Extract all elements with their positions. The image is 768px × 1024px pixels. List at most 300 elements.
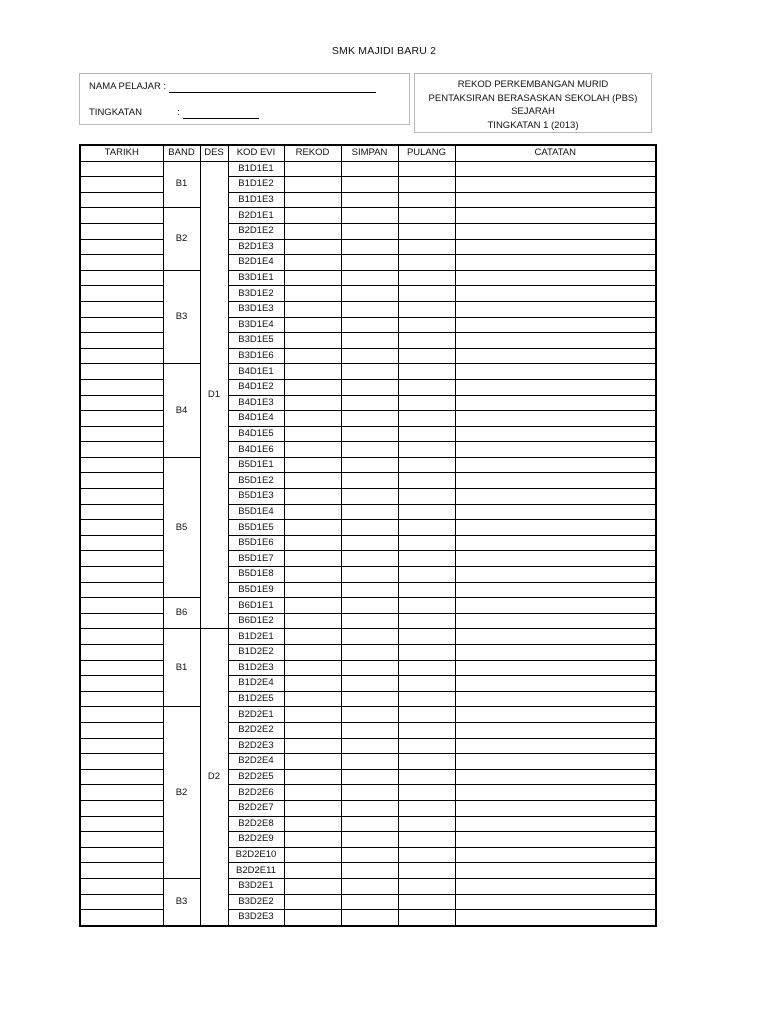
rekod-cell[interactable]	[284, 317, 341, 333]
rekod-cell[interactable]	[284, 239, 341, 255]
tarikh-cell[interactable]	[80, 629, 163, 645]
rekod-cell[interactable]	[284, 738, 341, 754]
tarikh-cell[interactable]	[80, 598, 163, 614]
pulang-cell[interactable]	[398, 333, 455, 349]
rekod-cell[interactable]	[284, 192, 341, 208]
table-row	[80, 629, 656, 645]
rekod-cell[interactable]	[284, 613, 341, 629]
catatan-cell[interactable]	[455, 707, 656, 723]
simpan-cell[interactable]	[341, 847, 398, 863]
catatan-cell[interactable]	[455, 442, 656, 458]
tarikh-cell[interactable]	[80, 551, 163, 567]
rekod-cell[interactable]	[284, 457, 341, 473]
catatan-cell[interactable]	[455, 660, 656, 676]
catatan-cell[interactable]	[455, 551, 656, 567]
tarikh-cell[interactable]	[80, 800, 163, 816]
pulang-cell[interactable]	[398, 442, 455, 458]
pulang-cell[interactable]	[398, 816, 455, 832]
catatan-cell[interactable]	[455, 832, 656, 848]
pulang-cell[interactable]	[398, 707, 455, 723]
pulang-cell[interactable]	[398, 411, 455, 427]
simpan-cell[interactable]	[341, 754, 398, 770]
simpan-cell[interactable]	[341, 676, 398, 692]
evidence-code-cell: B5D1E3	[228, 489, 284, 505]
evidence-code-cell: B3D1E2	[228, 286, 284, 302]
simpan-cell[interactable]	[341, 473, 398, 489]
tarikh-cell[interactable]	[80, 333, 163, 349]
catatan-cell[interactable]	[455, 878, 656, 894]
catatan-cell[interactable]	[455, 645, 656, 661]
rekod-cell[interactable]	[284, 395, 341, 411]
evidence-code-cell: B3D1E4	[228, 317, 284, 333]
tarikh-cell[interactable]	[80, 863, 163, 879]
rekod-cell[interactable]	[284, 489, 341, 505]
catatan-cell[interactable]	[455, 379, 656, 395]
tarikh-cell[interactable]	[80, 192, 163, 208]
tarikh-cell[interactable]	[80, 270, 163, 286]
catatan-cell[interactable]	[455, 800, 656, 816]
rekod-cell[interactable]	[284, 676, 341, 692]
pulang-cell[interactable]	[398, 832, 455, 848]
pulang-cell[interactable]	[398, 317, 455, 333]
simpan-cell[interactable]	[341, 645, 398, 661]
tarikh-cell[interactable]	[80, 317, 163, 333]
tarikh-cell[interactable]	[80, 910, 163, 926]
rekod-cell[interactable]	[284, 442, 341, 458]
pulang-cell[interactable]	[398, 535, 455, 551]
rekod-cell[interactable]	[284, 535, 341, 551]
catatan-cell[interactable]	[455, 177, 656, 193]
tarikh-cell[interactable]	[80, 177, 163, 193]
pulang-cell[interactable]	[398, 395, 455, 411]
pulang-cell[interactable]	[398, 255, 455, 271]
pulang-cell[interactable]	[398, 660, 455, 676]
pulang-cell[interactable]	[398, 878, 455, 894]
simpan-cell[interactable]	[341, 832, 398, 848]
rekod-cell[interactable]	[284, 707, 341, 723]
pulang-cell[interactable]	[398, 613, 455, 629]
evidence-code-cell: B5D1E6	[228, 535, 284, 551]
evidence-code-cell: B1D2E5	[228, 691, 284, 707]
rekod-cell[interactable]	[284, 847, 341, 863]
tarikh-cell[interactable]	[80, 161, 163, 177]
catatan-cell[interactable]	[455, 286, 656, 302]
col-header-simpan: SIMPAN	[341, 145, 398, 161]
tarikh-cell[interactable]	[80, 707, 163, 723]
rekod-cell[interactable]	[284, 286, 341, 302]
pulang-cell[interactable]	[398, 738, 455, 754]
tarikh-cell[interactable]	[80, 878, 163, 894]
rekod-cell[interactable]	[284, 270, 341, 286]
evidence-code-cell: B3D1E1	[228, 270, 284, 286]
col-header-pulang: PULANG	[398, 145, 455, 161]
catatan-cell[interactable]	[455, 738, 656, 754]
pulang-cell[interactable]	[398, 239, 455, 255]
simpan-cell[interactable]	[341, 707, 398, 723]
catatan-cell[interactable]	[455, 910, 656, 926]
tarikh-cell[interactable]	[80, 379, 163, 395]
evidence-code-cell: B1D2E1	[228, 629, 284, 645]
simpan-cell[interactable]	[341, 567, 398, 583]
pulang-cell[interactable]	[398, 270, 455, 286]
pulang-cell[interactable]	[398, 800, 455, 816]
simpan-cell[interactable]	[341, 379, 398, 395]
evidence-code-cell: B4D1E6	[228, 442, 284, 458]
rekod-cell[interactable]	[284, 629, 341, 645]
band-cell: B2	[163, 707, 200, 879]
catatan-cell[interactable]	[455, 161, 656, 177]
catatan-cell[interactable]	[455, 223, 656, 239]
pulang-cell[interactable]	[398, 457, 455, 473]
rekod-cell[interactable]	[284, 379, 341, 395]
rekod-cell[interactable]	[284, 301, 341, 317]
catatan-cell[interactable]	[455, 426, 656, 442]
band-cell: B4	[163, 364, 200, 458]
catatan-cell[interactable]	[455, 317, 656, 333]
rekod-cell[interactable]	[284, 722, 341, 738]
simpan-cell[interactable]	[341, 582, 398, 598]
pulang-cell[interactable]	[398, 161, 455, 177]
pulang-cell[interactable]	[398, 847, 455, 863]
tarikh-cell[interactable]	[80, 660, 163, 676]
tarikh-cell[interactable]	[80, 582, 163, 598]
rekod-cell[interactable]	[284, 832, 341, 848]
rekod-cell[interactable]	[284, 645, 341, 661]
rekod-cell[interactable]	[284, 582, 341, 598]
rekod-cell[interactable]	[284, 504, 341, 520]
tarikh-cell[interactable]	[80, 286, 163, 302]
table-row	[80, 364, 656, 380]
simpan-cell[interactable]	[341, 364, 398, 380]
pulang-cell[interactable]	[398, 785, 455, 801]
tarikh-cell[interactable]	[80, 613, 163, 629]
band-cell: B3	[163, 270, 200, 364]
pulang-cell[interactable]	[398, 567, 455, 583]
pulang-cell[interactable]	[398, 504, 455, 520]
tarikh-cell[interactable]	[80, 411, 163, 427]
simpan-cell[interactable]	[341, 722, 398, 738]
col-header-band: BAND	[163, 145, 200, 161]
evidence-code-cell: B2D2E3	[228, 738, 284, 754]
evidence-code-cell: B1D2E4	[228, 676, 284, 692]
catatan-cell[interactable]	[455, 613, 656, 629]
tarikh-cell[interactable]	[80, 722, 163, 738]
tarikh-cell[interactable]	[80, 489, 163, 505]
rekod-cell[interactable]	[284, 598, 341, 614]
table-row	[80, 707, 656, 723]
evidence-code-cell: B2D2E6	[228, 785, 284, 801]
simpan-cell[interactable]	[341, 348, 398, 364]
catatan-cell[interactable]	[455, 208, 656, 224]
pulang-cell[interactable]	[398, 473, 455, 489]
simpan-cell[interactable]	[341, 426, 398, 442]
evidence-code-cell: B2D2E10	[228, 847, 284, 863]
rekod-cell[interactable]	[284, 816, 341, 832]
pulang-cell[interactable]	[398, 286, 455, 302]
simpan-cell[interactable]	[341, 535, 398, 551]
tarikh-cell[interactable]	[80, 567, 163, 583]
rekod-cell[interactable]	[284, 520, 341, 536]
pulang-cell[interactable]	[398, 192, 455, 208]
tarikh-cell[interactable]	[80, 426, 163, 442]
col-header-tarikh: TARIKH	[80, 145, 163, 161]
evidence-code-cell: B4D1E4	[228, 411, 284, 427]
simpan-cell[interactable]	[341, 785, 398, 801]
tarikh-cell[interactable]	[80, 395, 163, 411]
evidence-code-cell: B3D1E6	[228, 348, 284, 364]
pulang-cell[interactable]	[398, 379, 455, 395]
evidence-code-cell: B2D2E4	[228, 754, 284, 770]
simpan-cell[interactable]	[341, 504, 398, 520]
catatan-cell[interactable]	[455, 847, 656, 863]
tarikh-cell[interactable]	[80, 348, 163, 364]
col-header-rekod: REKOD	[284, 145, 341, 161]
rekod-cell[interactable]	[284, 660, 341, 676]
simpan-cell[interactable]	[341, 691, 398, 707]
pulang-cell[interactable]	[398, 598, 455, 614]
simpan-cell[interactable]	[341, 411, 398, 427]
evidence-code-cell: B2D1E3	[228, 239, 284, 255]
evidence-code-cell: B1D1E2	[228, 177, 284, 193]
pulang-cell[interactable]	[398, 894, 455, 910]
tarikh-cell[interactable]	[80, 239, 163, 255]
band-cell: B6	[163, 598, 200, 629]
tarikh-cell[interactable]	[80, 785, 163, 801]
record-title-line: TINGKATAN 1 (2013)	[487, 119, 579, 131]
catatan-cell[interactable]	[455, 192, 656, 208]
pulang-cell[interactable]	[398, 364, 455, 380]
simpan-cell[interactable]	[341, 317, 398, 333]
catatan-cell[interactable]	[455, 691, 656, 707]
tarikh-cell[interactable]	[80, 208, 163, 224]
tarikh-cell[interactable]	[80, 769, 163, 785]
pulang-cell[interactable]	[398, 223, 455, 239]
simpan-cell[interactable]	[341, 223, 398, 239]
evidence-code-cell: B5D1E8	[228, 567, 284, 583]
simpan-cell[interactable]	[341, 878, 398, 894]
tarikh-cell[interactable]	[80, 676, 163, 692]
catatan-cell[interactable]	[455, 301, 656, 317]
simpan-cell[interactable]	[341, 333, 398, 349]
table-row	[80, 878, 656, 894]
band-cell: B5	[163, 457, 200, 597]
pulang-cell[interactable]	[398, 177, 455, 193]
catatan-cell[interactable]	[455, 598, 656, 614]
school-title: SMK MAJIDI BARU 2	[331, 45, 437, 57]
rekod-cell[interactable]	[284, 161, 341, 177]
tarikh-cell[interactable]	[80, 520, 163, 536]
evidence-code-cell: B2D2E1	[228, 707, 284, 723]
simpan-cell[interactable]	[341, 192, 398, 208]
simpan-cell[interactable]	[341, 894, 398, 910]
tarikh-cell[interactable]	[80, 832, 163, 848]
tarikh-cell[interactable]	[80, 223, 163, 239]
rekod-cell[interactable]	[284, 878, 341, 894]
pulang-cell[interactable]	[398, 489, 455, 505]
catatan-cell[interactable]	[455, 395, 656, 411]
pulang-cell[interactable]	[398, 208, 455, 224]
catatan-cell[interactable]	[455, 473, 656, 489]
record-title-line: SEJARAH	[511, 106, 555, 118]
pulang-cell[interactable]	[398, 582, 455, 598]
tarikh-cell[interactable]	[80, 738, 163, 754]
rekod-cell[interactable]	[284, 894, 341, 910]
student-info-box	[79, 73, 410, 125]
rekod-cell[interactable]	[284, 473, 341, 489]
catatan-cell[interactable]	[455, 239, 656, 255]
simpan-cell[interactable]	[341, 239, 398, 255]
form-level-field[interactable]	[183, 107, 259, 119]
tarikh-cell[interactable]	[80, 255, 163, 271]
catatan-cell[interactable]	[455, 411, 656, 427]
tarikh-cell[interactable]	[80, 691, 163, 707]
simpan-cell[interactable]	[341, 177, 398, 193]
tarikh-cell[interactable]	[80, 894, 163, 910]
evidence-code-cell: B5D1E7	[228, 551, 284, 567]
catatan-cell[interactable]	[455, 567, 656, 583]
catatan-cell[interactable]	[455, 785, 656, 801]
form-level-colon: :	[177, 107, 180, 118]
rekod-cell[interactable]	[284, 364, 341, 380]
rekod-cell[interactable]	[284, 863, 341, 879]
catatan-cell[interactable]	[455, 754, 656, 770]
tarikh-cell[interactable]	[80, 301, 163, 317]
rekod-cell[interactable]	[284, 426, 341, 442]
simpan-cell[interactable]	[341, 769, 398, 785]
simpan-cell[interactable]	[341, 910, 398, 926]
pulang-cell[interactable]	[398, 676, 455, 692]
simpan-cell[interactable]	[341, 301, 398, 317]
tarikh-cell[interactable]	[80, 457, 163, 473]
simpan-cell[interactable]	[341, 395, 398, 411]
pulang-cell[interactable]	[398, 910, 455, 926]
rekod-cell[interactable]	[284, 754, 341, 770]
simpan-cell[interactable]	[341, 738, 398, 754]
pulang-cell[interactable]	[398, 426, 455, 442]
evidence-code-cell: B2D2E11	[228, 863, 284, 879]
catatan-cell[interactable]	[455, 863, 656, 879]
evidence-code-cell: B5D1E9	[228, 582, 284, 598]
evidence-code-cell: B3D2E3	[228, 910, 284, 926]
simpan-cell[interactable]	[341, 551, 398, 567]
catatan-cell[interactable]	[455, 255, 656, 271]
rekod-cell[interactable]	[284, 567, 341, 583]
catatan-cell[interactable]	[455, 270, 656, 286]
student-name-field[interactable]	[169, 81, 376, 93]
catatan-cell[interactable]	[455, 722, 656, 738]
pulang-cell[interactable]	[398, 629, 455, 645]
evidence-code-cell: B4D1E3	[228, 395, 284, 411]
col-header-des: DES	[200, 145, 228, 161]
rekod-cell[interactable]	[284, 785, 341, 801]
catatan-cell[interactable]	[455, 816, 656, 832]
pulang-cell[interactable]	[398, 551, 455, 567]
simpan-cell[interactable]	[341, 598, 398, 614]
simpan-cell[interactable]	[341, 800, 398, 816]
rekod-cell[interactable]	[284, 255, 341, 271]
catatan-cell[interactable]	[455, 894, 656, 910]
simpan-cell[interactable]	[341, 660, 398, 676]
simpan-cell[interactable]	[341, 208, 398, 224]
simpan-cell[interactable]	[341, 629, 398, 645]
simpan-cell[interactable]	[341, 489, 398, 505]
tarikh-cell[interactable]	[80, 504, 163, 520]
record-title-line: REKOD PERKEMBANGAN MURID	[457, 79, 609, 90]
rekod-cell[interactable]	[284, 910, 341, 926]
pulang-cell[interactable]	[398, 769, 455, 785]
rekod-cell[interactable]	[284, 333, 341, 349]
rekod-cell[interactable]	[284, 223, 341, 239]
evidence-code-cell: B5D1E1	[228, 457, 284, 473]
simpan-cell[interactable]	[341, 816, 398, 832]
tarikh-cell[interactable]	[80, 816, 163, 832]
simpan-cell[interactable]	[341, 255, 398, 271]
catatan-cell[interactable]	[455, 457, 656, 473]
rekod-cell[interactable]	[284, 769, 341, 785]
catatan-cell[interactable]	[455, 676, 656, 692]
pulang-cell[interactable]	[398, 645, 455, 661]
catatan-cell[interactable]	[455, 582, 656, 598]
simpan-cell[interactable]	[341, 286, 398, 302]
tarikh-cell[interactable]	[80, 645, 163, 661]
pulang-cell[interactable]	[398, 863, 455, 879]
evidence-code-cell: B3D1E5	[228, 333, 284, 349]
tarikh-cell[interactable]	[80, 754, 163, 770]
simpan-cell[interactable]	[341, 457, 398, 473]
rekod-cell[interactable]	[284, 177, 341, 193]
tarikh-cell[interactable]	[80, 847, 163, 863]
simpan-cell[interactable]	[341, 270, 398, 286]
catatan-cell[interactable]	[455, 535, 656, 551]
catatan-cell[interactable]	[455, 769, 656, 785]
pulang-cell[interactable]	[398, 722, 455, 738]
tarikh-cell[interactable]	[80, 442, 163, 458]
catatan-cell[interactable]	[455, 504, 656, 520]
evidence-code-cell: B6D1E2	[228, 613, 284, 629]
des-cell: D2	[200, 629, 228, 926]
catatan-cell[interactable]	[455, 489, 656, 505]
pulang-cell[interactable]	[398, 348, 455, 364]
simpan-cell[interactable]	[341, 442, 398, 458]
rekod-cell[interactable]	[284, 411, 341, 427]
table-row	[80, 598, 656, 614]
pulang-cell[interactable]	[398, 301, 455, 317]
simpan-cell[interactable]	[341, 520, 398, 536]
rekod-cell[interactable]	[284, 691, 341, 707]
simpan-cell[interactable]	[341, 863, 398, 879]
catatan-cell[interactable]	[455, 348, 656, 364]
evidence-code-cell: B2D2E5	[228, 769, 284, 785]
tarikh-cell[interactable]	[80, 535, 163, 551]
simpan-cell[interactable]	[341, 613, 398, 629]
student-name-line	[89, 81, 376, 93]
catatan-cell[interactable]	[455, 520, 656, 536]
table-body	[80, 161, 656, 926]
pulang-cell[interactable]	[398, 754, 455, 770]
pulang-cell[interactable]	[398, 520, 455, 536]
catatan-cell[interactable]	[455, 629, 656, 645]
catatan-cell[interactable]	[455, 333, 656, 349]
rekod-cell[interactable]	[284, 800, 341, 816]
catatan-cell[interactable]	[455, 364, 656, 380]
tarikh-cell[interactable]	[80, 364, 163, 380]
rekod-cell[interactable]	[284, 208, 341, 224]
pulang-cell[interactable]	[398, 691, 455, 707]
tarikh-cell[interactable]	[80, 473, 163, 489]
simpan-cell[interactable]	[341, 161, 398, 177]
rekod-cell[interactable]	[284, 551, 341, 567]
rekod-cell[interactable]	[284, 348, 341, 364]
